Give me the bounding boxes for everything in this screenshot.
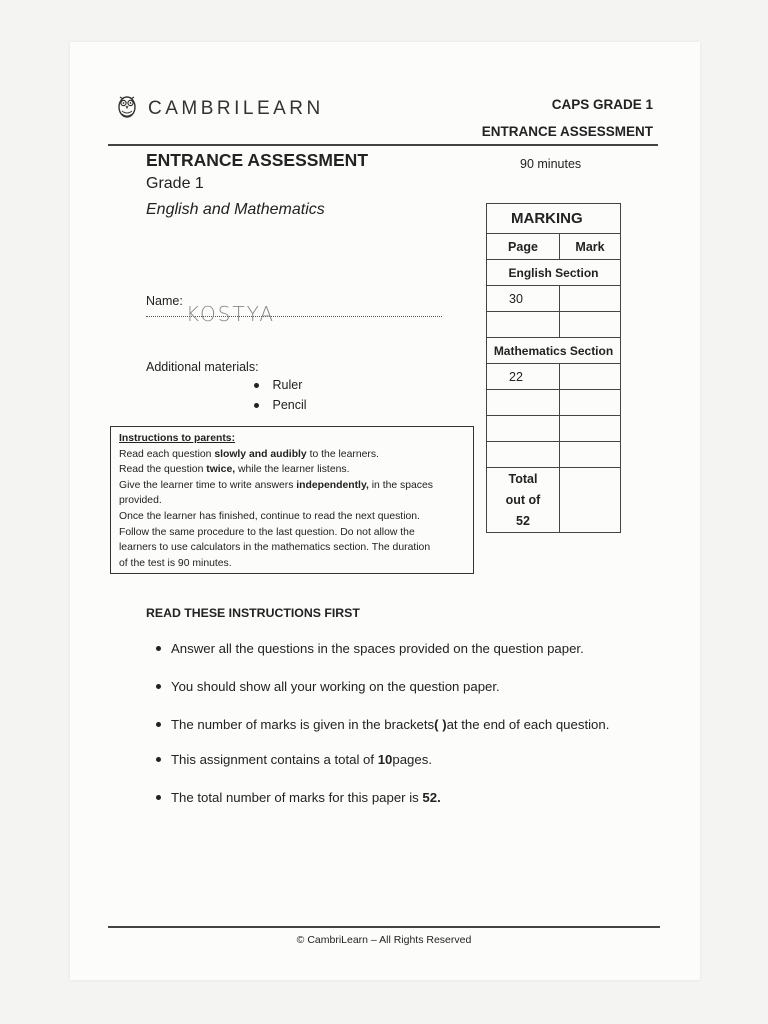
document-title: ENTRANCE ASSESSMENT bbox=[146, 150, 369, 170]
instruction-line: Once the learner has finished, continue to read the next question. bbox=[119, 510, 420, 522]
math-section-header: Mathematics Section bbox=[487, 338, 621, 364]
instruction-line: of the test is 90 minutes. bbox=[119, 557, 232, 569]
blank-page-cell bbox=[487, 416, 560, 442]
blank-mark-cell[interactable] bbox=[560, 390, 621, 416]
additional-materials-label: Additional materials: bbox=[146, 360, 259, 374]
blank-mark-cell[interactable] bbox=[560, 442, 621, 468]
footer-rule bbox=[108, 926, 660, 928]
rule-item: This assignment contains a total of 10 pages. bbox=[156, 752, 432, 767]
total-mark-cell[interactable] bbox=[560, 468, 621, 533]
duration-label: 90 minutes bbox=[520, 157, 582, 171]
rule-item: You should show all your working on the question paper. bbox=[156, 679, 500, 694]
parent-instructions-heading: Instructions to parents: bbox=[119, 433, 236, 444]
math-mark-cell[interactable] bbox=[560, 364, 621, 390]
assessment-label: ENTRANCE ASSESSMENT bbox=[481, 124, 653, 139]
bullet-icon bbox=[156, 722, 161, 727]
material-label: Ruler bbox=[272, 378, 303, 392]
instruction-line: provided. bbox=[119, 495, 162, 507]
bullet-icon bbox=[156, 684, 161, 689]
bullet-icon bbox=[254, 403, 259, 408]
read-first-heading: READ THESE INSTRUCTIONS FIRST bbox=[146, 606, 360, 620]
bullet-icon bbox=[156, 795, 161, 800]
bullet-icon bbox=[156, 757, 161, 762]
col-page-header: Page bbox=[487, 234, 560, 260]
instruction-line: Read each question slowly and audibly to the learners. bbox=[119, 448, 379, 460]
total-out-of-label: out of bbox=[505, 492, 541, 507]
total-label: Total bbox=[508, 471, 538, 486]
material-item bbox=[254, 378, 302, 392]
instruction-line: Give the learner time to write answers independently, in the spaces bbox=[119, 479, 433, 491]
instruction-line: Read the question twice, while the learner listens. bbox=[119, 464, 350, 476]
rule-item: The number of marks is given in the brackets ( ) at the end of each question. bbox=[156, 717, 609, 732]
total-label-cell bbox=[487, 468, 560, 533]
bullet-icon bbox=[254, 383, 259, 388]
blank-mark-cell[interactable] bbox=[560, 416, 621, 442]
subject-label: English and Mathematics bbox=[146, 201, 325, 218]
instruction-line: learners to use calculators in the mathematics section. The duration bbox=[119, 542, 431, 554]
name-value: KOSTYA bbox=[186, 302, 276, 326]
grade-label: Grade 1 bbox=[146, 175, 204, 192]
material-label: Pencil bbox=[272, 398, 307, 412]
blank-page-cell bbox=[487, 442, 560, 468]
parent-instructions-box bbox=[110, 426, 474, 574]
blank-page-cell bbox=[487, 390, 560, 416]
brand-name: CAMBRILEARN bbox=[148, 97, 324, 119]
footer-copyright: © CambriLearn – All Rights Reserved bbox=[296, 934, 472, 946]
col-mark-header: Mark bbox=[560, 234, 621, 260]
blank-page-cell bbox=[487, 312, 560, 338]
caps-grade-label: CAPS GRADE 1 bbox=[551, 97, 653, 112]
brand bbox=[116, 92, 324, 125]
bullet-icon bbox=[156, 646, 161, 651]
marking-title: MARKING bbox=[487, 204, 621, 234]
header-rule bbox=[108, 144, 658, 146]
marking-table bbox=[486, 203, 621, 533]
instruction-line: Follow the same procedure to the last question. Do not allow the bbox=[119, 526, 415, 538]
rule-item: The total number of marks for this paper is 52. bbox=[156, 790, 441, 805]
material-item bbox=[254, 398, 307, 412]
english-page-cell: 30 bbox=[487, 286, 560, 312]
english-section-header: English Section bbox=[487, 260, 621, 286]
english-mark-cell[interactable] bbox=[560, 286, 621, 312]
total-max-marks: 52 bbox=[516, 513, 530, 528]
owl-icon bbox=[116, 92, 138, 125]
math-page-cell: 22 bbox=[487, 364, 560, 390]
rule-item: Answer all the questions in the spaces provided on the question paper. bbox=[156, 641, 584, 656]
name-label: Name: bbox=[146, 294, 183, 308]
blank-mark-cell[interactable] bbox=[560, 312, 621, 338]
